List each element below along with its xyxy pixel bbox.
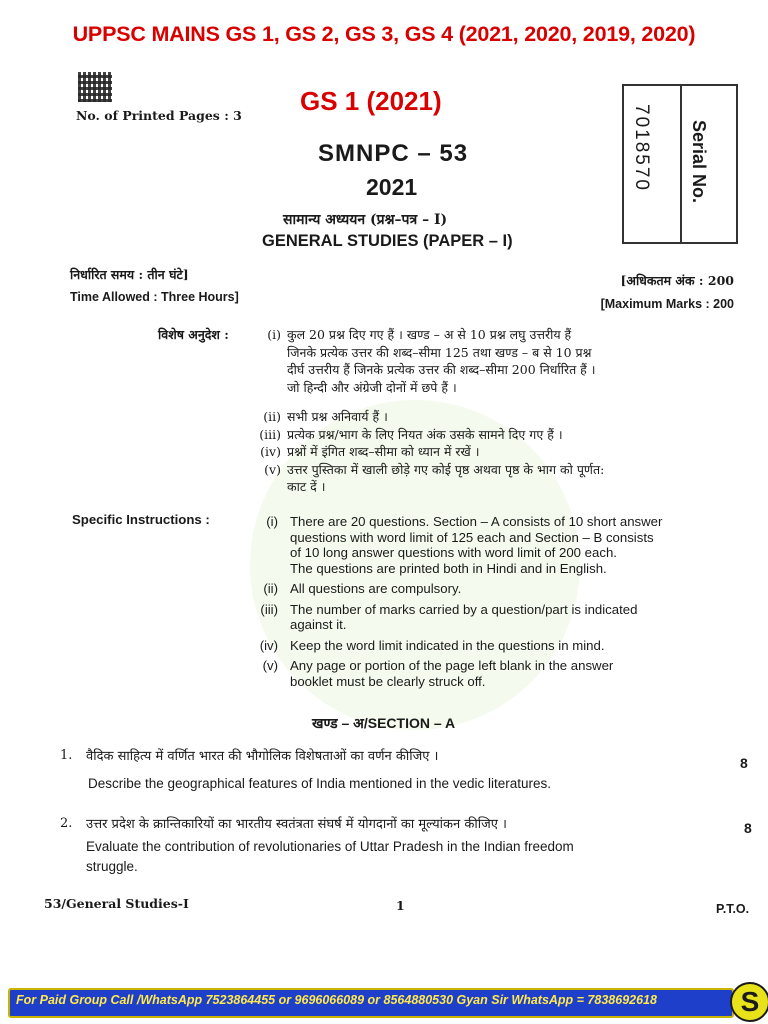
english-item xyxy=(256,602,718,633)
item-line: काट दें । xyxy=(287,479,326,494)
serial-divider xyxy=(680,84,682,242)
question-english: Describe the geographical features of India mentioned in the vedic literatures. xyxy=(88,776,552,791)
item-number: (iii) xyxy=(259,426,281,442)
hindi-instructions-label: विशेष अनुदेश : xyxy=(158,327,229,342)
item-number: (i) xyxy=(267,327,281,342)
item-line: There are 20 questions. Section – A consists of 10 short answer xyxy=(290,514,663,529)
serial-label: Serial No. xyxy=(689,120,709,204)
top-banner: UPPSC MAINS GS 1, GS 2, GS 3, GS 4 (2021, 2020, 2019, 2020) xyxy=(72,22,696,46)
item-number: (v) xyxy=(264,461,281,477)
marks-english: [Maximum Marks : 200 xyxy=(600,297,734,311)
english-item xyxy=(256,638,718,654)
contact-text: For Paid Group Call /WhatsApp 7523864455 or 9696066089 or 8564880530 Gyan Sir WhatsApp = 7838692618 xyxy=(16,993,657,1007)
question-number: 1. xyxy=(60,748,73,763)
item-line: booklet must be clearly struck off. xyxy=(290,673,486,689)
footer-page: 1 xyxy=(396,898,405,913)
hindi-item xyxy=(255,461,725,496)
question-marks: 8 xyxy=(740,755,748,771)
item-line: against it. xyxy=(290,617,347,632)
question-number: 2. xyxy=(60,816,73,831)
item-line: Keep the word limit indicated in the questions in mind. xyxy=(290,637,605,653)
english-item xyxy=(256,514,718,576)
english-instructions-label: Specific Instructions : xyxy=(72,512,210,527)
item-line: दीर्घ उत्तरीय हैं जिनके प्रत्येक उत्तर की शब्द–सीमा 200 निर्धारित हैं । xyxy=(287,362,596,377)
footer-left: 53/General Studies-I xyxy=(44,896,189,911)
item-number: (v) xyxy=(262,658,278,673)
question-hindi: उत्तर प्रदेश के क्रान्तिकारियों का भारतीय स्वतंत्रता संघर्ष में योगदानों का मूल्यांकन कीजिए । xyxy=(86,817,507,832)
item-line: प्रश्नों में इंगित शब्द–सीमा को ध्यान में रखें । xyxy=(287,444,480,459)
item-line: The questions are printed both in Hindi and in English. xyxy=(290,560,607,576)
question-english: struggle. xyxy=(86,859,138,874)
question-marks: 8 xyxy=(744,820,752,836)
item-line: of 10 long answer questions with word limit of 200 each. xyxy=(290,545,617,560)
footer-right: P.T.O. xyxy=(716,902,750,916)
english-item xyxy=(256,658,718,689)
hindi-item xyxy=(255,443,725,461)
item-line: The number of marks carried by a question/part is indicated xyxy=(290,601,638,617)
time-english: Time Allowed : Three Hours] xyxy=(70,290,239,304)
hindi-instructions xyxy=(255,326,725,496)
item-line: Any page or portion of the page left blank in the answer xyxy=(290,658,614,673)
hindi-subject: सामान्य अध्ययन (प्रश्न–पत्र – I) xyxy=(283,212,448,228)
item-line: सभी प्रश्न अनिवार्य हैं । xyxy=(287,409,388,424)
item-number: (iii) xyxy=(260,601,278,617)
hindi-item xyxy=(255,326,725,398)
serial-number: 7018570 xyxy=(631,104,652,192)
hindi-item xyxy=(255,408,725,426)
item-line: जिनके प्रत्येक उत्तर की शब्द–सीमा 125 तथा खण्ड – ब से 10 प्रश्न xyxy=(287,344,592,360)
marks-hindi: [अधिकतम अंक : 200 xyxy=(620,273,734,288)
gs-title: GS 1 (2021) xyxy=(300,86,442,116)
section-heading: खण्ड – अ/SECTION – A xyxy=(312,715,456,731)
time-hindi: निर्धारित समय : तीन घंटे] xyxy=(70,267,189,282)
item-line: कुल 20 प्रश्न दिए गए हैं । खण्ड – अ से 10 प्रश्न लघु उत्तरीय हैं xyxy=(287,327,572,342)
item-line: All questions are compulsory. xyxy=(290,581,462,596)
item-number: (iv) xyxy=(259,637,278,653)
english-instructions xyxy=(256,514,718,689)
paper-code: SMNPC – 53 xyxy=(318,140,469,167)
item-line: उत्तर पुस्तिका में खाली छोड़े गए कोई पृष्ठ अथवा पृष्ठ के भाग को पूर्णत: xyxy=(287,461,605,477)
item-line: questions with word limit of 125 each and Section – B consists xyxy=(290,529,654,545)
item-line: प्रत्येक प्रश्न/भाग के लिए नियत अंक उसके सामने दिए गए हैं । xyxy=(287,426,563,442)
paper-title: GENERAL STUDIES (PAPER – I) xyxy=(262,232,513,250)
item-number: (i) xyxy=(266,514,278,529)
english-item xyxy=(256,581,718,597)
item-number: (iv) xyxy=(260,444,281,459)
item-number: (ii) xyxy=(263,581,278,596)
item-line: जो हिन्दी और अंग्रेजी दोनों में छपे हैं । xyxy=(287,379,457,395)
qr-code xyxy=(78,72,112,102)
item-number: (ii) xyxy=(263,409,281,424)
paper-year: 2021 xyxy=(366,174,418,200)
hindi-item xyxy=(255,426,725,444)
question-hindi: वैदिक साहित्य में वर्णित भारत की भौगोलिक विशेषताओं का वर्णन कीजिए । xyxy=(86,749,439,764)
printed-pages: No. of Printed Pages : 3 xyxy=(76,108,242,123)
logo: S xyxy=(730,982,768,1022)
question-english: Evaluate the contribution of revolutionaries of Uttar Pradesh in the Indian freedom xyxy=(86,839,574,854)
